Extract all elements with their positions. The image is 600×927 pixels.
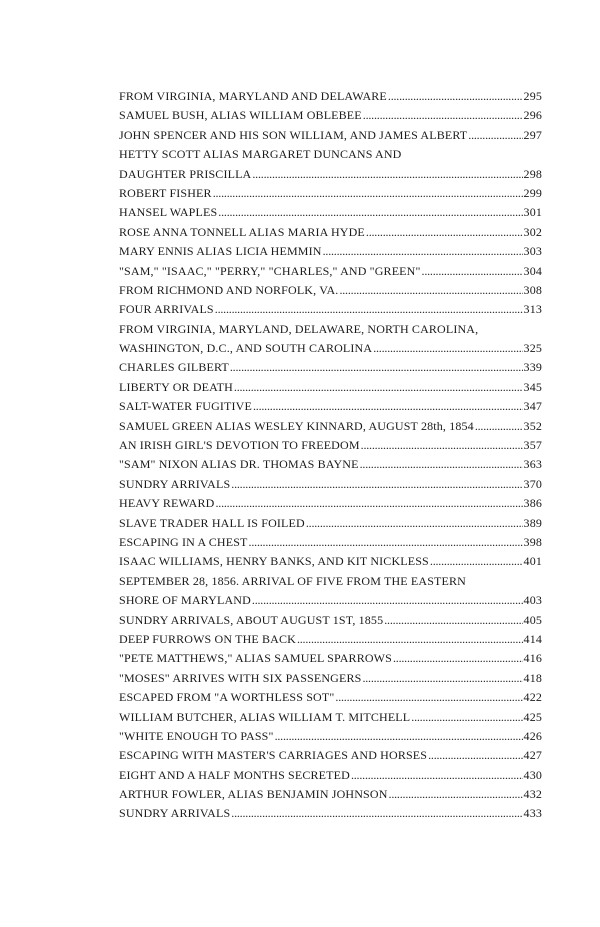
toc-entry xyxy=(119,165,542,184)
toc-entry-page: 405 xyxy=(523,612,542,627)
toc-dot-leader xyxy=(373,339,522,358)
toc-dot-leader xyxy=(422,262,523,281)
toc-dot-leader xyxy=(384,611,522,630)
toc-entry-title: "SAM," "ISAAC," "PERRY," "CHARLES," AND "GREEN" xyxy=(119,263,421,278)
toc-entry-page: 302 xyxy=(523,224,542,239)
toc-entry-title: SEPTEMBER 28, 1856. ARRIVAL OF FIVE FROM THE EASTERN xyxy=(119,573,466,588)
toc-entry xyxy=(119,611,542,630)
toc-entry-page: 308 xyxy=(523,282,542,297)
toc-entry xyxy=(119,804,542,823)
toc-entry-page: 430 xyxy=(523,767,542,782)
toc-entry xyxy=(119,649,542,668)
toc-entry-title: SHORE OF MARYLAND xyxy=(119,593,251,608)
toc-entry-page: 298 xyxy=(523,166,542,181)
toc-entry-title: FROM VIRGINIA, MARYLAND AND DELAWARE xyxy=(119,89,387,103)
toc-dot-leader xyxy=(366,223,523,242)
toc-dot-leader xyxy=(297,630,523,649)
toc-entry xyxy=(119,746,542,765)
toc-entry xyxy=(119,708,542,727)
toc-entry-title: LIBERTY OR DEATH xyxy=(119,379,233,394)
toc-entry-page: 403 xyxy=(523,593,542,608)
toc-entry xyxy=(119,106,542,125)
toc-entry xyxy=(119,727,542,746)
toc-entry xyxy=(119,358,542,377)
toc-dot-leader xyxy=(428,746,522,765)
toc-dot-leader xyxy=(335,688,522,707)
toc-entry-title: WILLIAM BUTCHER, ALIAS WILLIAM T. MITCHELL xyxy=(119,709,411,724)
toc-entry xyxy=(119,533,542,552)
toc-entry xyxy=(119,417,542,436)
toc-entry xyxy=(119,281,542,300)
toc-entry xyxy=(119,572,542,591)
toc-entry-page: 299 xyxy=(523,185,542,200)
toc-dot-leader xyxy=(234,378,523,397)
toc-entry-title: ROBERT FISHER xyxy=(119,185,212,200)
toc-dot-leader xyxy=(430,552,523,571)
toc-entry-page: 297 xyxy=(523,127,542,142)
toc-entry-title: JOHN SPENCER AND HIS SON WILLIAM, AND JAMES ALBERT xyxy=(119,127,468,142)
toc-dot-leader xyxy=(323,242,523,261)
toc-entry-title: SAMUEL BUSH, ALIAS WILLIAM OBLEBEE xyxy=(119,108,362,123)
toc-entry xyxy=(119,630,542,649)
toc-entry xyxy=(119,378,542,397)
toc-dot-leader xyxy=(231,804,522,823)
toc-dot-leader xyxy=(215,300,523,319)
toc-entry-title: WASHINGTON, D.C., AND SOUTH CAROLINA xyxy=(119,341,373,356)
toc-entry xyxy=(119,126,542,145)
toc-dot-leader xyxy=(215,494,522,513)
toc-dot-leader xyxy=(411,708,522,727)
toc-entry-title: ROSE ANNA TONNELL ALIAS MARIA HYDE xyxy=(119,224,365,239)
toc-dot-leader xyxy=(362,669,522,688)
toc-dot-leader xyxy=(275,727,523,746)
toc-entry-title: ARTHUR FOWLER, ALIAS BENJAMIN JOHNSON xyxy=(119,787,388,802)
toc-entry-page: 296 xyxy=(523,108,542,123)
toc-entry-title: SUNDRY ARRIVALS, ABOUT AUGUST 1ST, 1855 xyxy=(119,612,384,627)
toc-entry xyxy=(119,591,542,610)
toc-entry-title: "PETE MATTHEWS," ALIAS SAMUEL SPARROWS xyxy=(119,651,392,666)
toc-entry xyxy=(119,475,542,494)
toc-entry xyxy=(119,203,542,222)
toc-entry xyxy=(119,669,542,688)
toc-entry-page: 304 xyxy=(523,263,542,278)
toc-entry-title: "WHITE ENOUGH TO PASS" xyxy=(119,728,274,743)
toc-entry-title: EIGHT AND A HALF MONTHS SECRETED xyxy=(119,767,350,782)
toc-entry xyxy=(119,436,542,455)
toc-entry-page: 352 xyxy=(523,418,542,433)
toc-entry-page: 363 xyxy=(523,457,542,472)
toc-dot-leader xyxy=(306,514,523,533)
toc-entry-page: 370 xyxy=(523,476,542,491)
toc-entry xyxy=(119,184,542,203)
toc-entry-page: 303 xyxy=(523,244,542,259)
toc-entry-page: 389 xyxy=(523,515,542,530)
toc-entry-page: 313 xyxy=(523,302,542,317)
toc-dot-leader xyxy=(218,203,522,222)
toc-entry xyxy=(119,242,542,261)
toc-dot-leader xyxy=(230,358,523,377)
toc-entry-page: 432 xyxy=(523,787,542,802)
toc-entry-title: MARY ENNIS ALIAS LICIA HEMMIN xyxy=(119,244,322,259)
toc-entry xyxy=(119,397,542,416)
toc-entry xyxy=(119,262,542,281)
toc-entry xyxy=(119,320,542,339)
toc-entry-page: 425 xyxy=(523,709,542,724)
toc-entry-page: 414 xyxy=(523,631,542,646)
toc-entry-title: AN IRISH GIRL'S DEVOTION TO FREEDOM xyxy=(119,438,360,453)
toc-entry-title: SLAVE TRADER HALL IS FOILED xyxy=(119,515,305,530)
toc-entry-page: 357 xyxy=(523,438,542,453)
toc-dot-leader xyxy=(213,184,523,203)
toc-entry-page: 386 xyxy=(523,496,542,511)
toc-entry-title: SAMUEL GREEN ALIAS WESLEY KINNARD, AUGUST 28th, 1854 xyxy=(119,418,474,433)
toc-dot-leader xyxy=(468,126,522,145)
toc-entry-page: 339 xyxy=(523,360,542,375)
toc-entry xyxy=(119,785,542,804)
table-of-contents xyxy=(119,87,542,824)
toc-entry xyxy=(119,688,542,707)
toc-entry xyxy=(119,494,542,513)
toc-dot-leader xyxy=(253,397,523,416)
toc-entry-page: 325 xyxy=(523,341,542,356)
toc-entry-page: 422 xyxy=(523,690,542,705)
toc-dot-leader xyxy=(360,455,523,474)
toc-dot-leader xyxy=(339,281,522,300)
toc-entry-title: HANSEL WAPLES xyxy=(119,205,218,220)
toc-entry-title: "SAM" NIXON ALIAS DR. THOMAS BAYNE xyxy=(119,457,359,472)
toc-entry-title: HEAVY REWARD xyxy=(119,496,215,511)
toc-entry-title: HETTY SCOTT ALIAS MARGARET DUNCANS AND xyxy=(119,147,402,162)
toc-entry-title: FROM VIRGINIA, MARYLAND, DELAWARE, NORTH CAROLINA, xyxy=(119,321,479,336)
toc-entry-title: SUNDRY ARRIVALS xyxy=(119,806,231,821)
toc-entry xyxy=(119,300,542,319)
toc-entry xyxy=(119,87,542,106)
toc-entry-title: ESCAPING IN A CHEST xyxy=(119,534,248,549)
toc-entry-title: DEEP FURROWS ON THE BACK xyxy=(119,631,296,646)
toc-entry xyxy=(119,766,542,785)
toc-dot-leader xyxy=(475,417,523,436)
toc-entry-page: 433 xyxy=(523,806,542,821)
toc-entry-title: DAUGHTER PRISCILLA xyxy=(119,166,252,181)
toc-dot-leader xyxy=(363,106,523,125)
toc-entry-page: 427 xyxy=(523,748,542,763)
toc-entry xyxy=(119,223,542,242)
toc-dot-leader xyxy=(361,436,523,455)
toc-entry-page: 401 xyxy=(523,554,542,569)
toc-entry-page: 426 xyxy=(523,728,542,743)
toc-dot-leader xyxy=(393,649,523,668)
toc-entry xyxy=(119,552,542,571)
toc-entry-title: FROM RICHMOND AND NORFOLK, VA. xyxy=(119,282,339,297)
toc-entry-page: 416 xyxy=(523,651,542,666)
toc-entry-title: SUNDRY ARRIVALS xyxy=(119,476,231,491)
toc-dot-leader xyxy=(252,165,522,184)
toc-entry-title: SALT-WATER FUGITIVE xyxy=(119,399,252,414)
toc-entry-title: ISAAC WILLIAMS, HENRY BANKS, AND KIT NICKLESS xyxy=(119,554,429,569)
toc-entry-title: ESCAPED FROM "A WORTHLESS SOT" xyxy=(119,690,335,705)
toc-dot-leader xyxy=(388,87,523,106)
toc-entry-page: 301 xyxy=(523,205,542,220)
toc-entry-title: ESCAPING WITH MASTER'S CARRIAGES AND HORSES xyxy=(119,748,428,763)
toc-dot-leader xyxy=(351,766,523,785)
toc-entry-page: 345 xyxy=(523,379,542,394)
toc-dot-leader xyxy=(249,533,523,552)
toc-dot-leader xyxy=(252,591,523,610)
toc-entry-title: "MOSES" ARRIVES WITH SIX PASSENGERS xyxy=(119,670,362,685)
toc-entry-title: CHARLES GILBERT xyxy=(119,360,229,375)
toc-entry xyxy=(119,339,542,358)
toc-entry-page: 295 xyxy=(523,89,542,103)
toc-entry-page: 347 xyxy=(523,399,542,414)
toc-entry xyxy=(119,455,542,474)
toc-entry xyxy=(119,514,542,533)
toc-dot-leader xyxy=(389,785,523,804)
toc-entry-page: 398 xyxy=(523,534,542,549)
toc-dot-leader xyxy=(231,475,522,494)
toc-entry-title: FOUR ARRIVALS xyxy=(119,302,214,317)
toc-entry-page: 418 xyxy=(523,670,542,685)
toc-entry xyxy=(119,145,542,164)
